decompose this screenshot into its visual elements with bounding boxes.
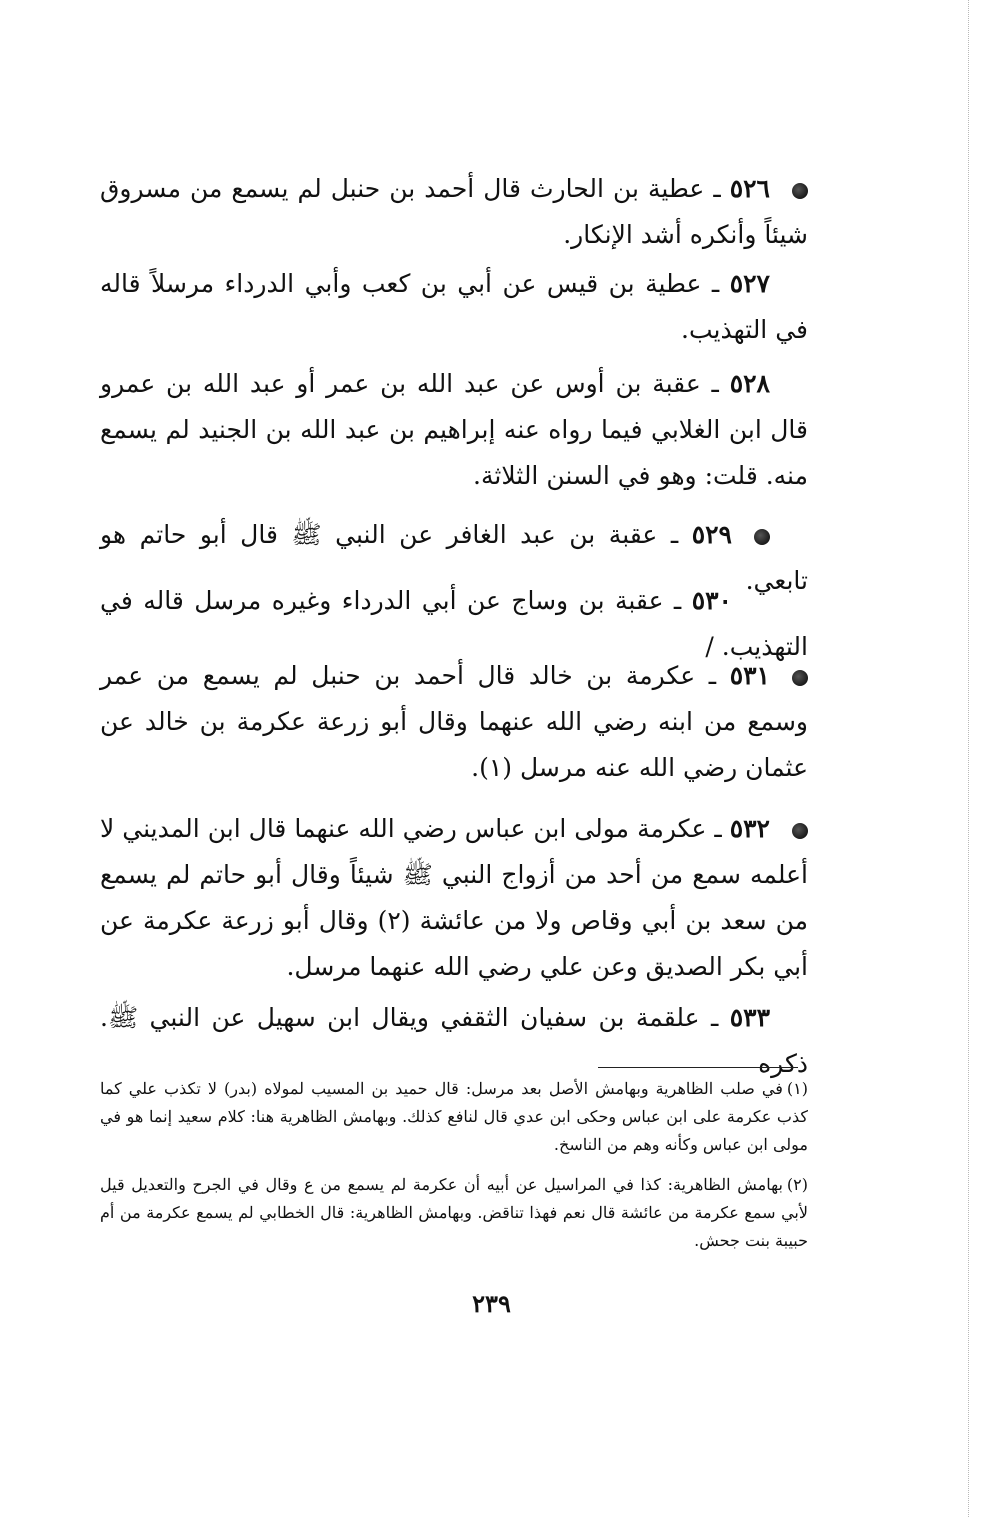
entry-text: علقمة بن سفيان الثقفي ويقال ابن سهيل عن النبي ﷺ. ذكره xyxy=(100,1003,808,1078)
entry-text: عطية بن قيس عن أبي بن كعب وأبي الدرداء مرسلاً قاله في التهذيب. xyxy=(100,269,808,344)
entry-number: ٥٣٣ xyxy=(729,1003,771,1032)
entry-527: ٥٢٧ ـ عطية بن قيس عن أبي بن كعب وأبي الدرداء مرسلاً قاله في التهذيب. xyxy=(100,269,808,344)
footnote-marker: (١) xyxy=(786,1079,808,1098)
entry-529: ٥٢٩ ـ عقبة بن عبد الغافر عن النبي ﷺ قال أبو حاتم هو تابعي. xyxy=(100,520,808,595)
entry-533: ٥٣٣ ـ علقمة بن سفيان الثقفي ويقال ابن سهيل عن النبي ﷺ. ذكره xyxy=(100,1003,808,1078)
entry-text: عكرمة بن خالد قال أحمد بن حنبل لم يسمع من عمر وسمع من ابنه رضي الله عنهما وقال أبو زرعة عكرمة بن خالد عن عثمان رضي الله عنه مرسل (١). xyxy=(100,661,808,782)
entry-text: عطية بن الحارث قال أحمد بن حنبل لم يسمع من مسروق شيئاً وأنكره أشد الإنكار. xyxy=(100,174,808,249)
entry-text: عقبة بن عبد الغافر عن النبي ﷺ قال أبو حاتم هو تابعي. xyxy=(100,520,808,595)
entry-number: ٥٢٨ xyxy=(729,369,770,398)
entry-530: ٥٣٠ ـ عقبة بن وساج عن أبي الدرداء وغيره مرسل قاله في التهذيب. / xyxy=(100,586,808,661)
bullet-icon xyxy=(792,823,808,839)
entry-text: عكرمة مولى ابن عباس رضي الله عنهما قال ابن المديني لا أعلمه سمع من أحد من أزواج النبي ﷺ شيئاً وقال أبو حاتم لم يسمع من سعد بن أبي وقاص ولا من عائشة (٢) وقال أبو زرعة عكرمة عن أبي بكر الصديق وعن علي رضي الله عنهما مرسل. xyxy=(100,814,808,981)
entry-number: ٥٣٢ xyxy=(729,814,770,843)
entry-text: عقبة بن وساج عن أبي الدرداء وغيره مرسل قاله في التهذيب. / xyxy=(100,586,808,661)
footnote-1 xyxy=(100,1075,808,1159)
bullet-icon xyxy=(754,529,770,545)
entry-526: ٥٢٦ ـ عطية بن الحارث قال أحمد بن حنبل لم يسمع من مسروق شيئاً وأنكره أشد الإنكار. xyxy=(100,174,808,249)
footnote-separator xyxy=(598,1067,798,1068)
entry-number: ٥٢٩ xyxy=(691,520,732,549)
entry-532: ٥٣٢ ـ عكرمة مولى ابن عباس رضي الله عنهما قال ابن المديني لا أعلمه سمع من أحد من أزواج النبي ﷺ شيئاً وقال أبو حاتم لم يسمع من سعد بن أبي وقاص ولا من عائشة (٢) وقال أبو زرعة عكرمة عن أبي بكر الصديق وعن علي رضي الله عنهما مرسل. xyxy=(100,814,808,981)
entry-text: عقبة بن أوس عن عبد الله بن عمر أو عبد الله بن عمرو قال ابن الغلابي فيما رواه عنه إبراهيم بن عبد الله بن الجنيد لم يسمع منه. قلت: وهو في السنن الثلاثة. xyxy=(100,369,808,490)
entry-number: ٥٣١ xyxy=(729,661,770,690)
entry-number: ٥٢٦ xyxy=(729,174,770,203)
entry-528: ٥٢٨ ـ عقبة بن أوس عن عبد الله بن عمر أو عبد الله بن عمرو قال ابن الغلابي فيما رواه عنه إبراهيم بن عبد الله بن الجنيد لم يسمع منه. قلت: وهو في السنن الثلاثة. xyxy=(100,369,808,490)
page-number: ٢٣٩ xyxy=(472,1289,511,1318)
footnote-marker: (٢) xyxy=(786,1175,808,1194)
entry-number: ٥٢٧ xyxy=(729,269,770,298)
footnote-2 xyxy=(100,1171,808,1255)
footnote-text: بهامش الظاهرية: كذا في المراسيل عن أبيه أن عكرمة لم يسمع من ع وقال في الجرح والتعديل قيل لأبي سمع عكرمة من عائشة قال نعم فهذا تناقض. وبهامش الظاهرية: قال الخطابي لم يسمع عكرمة من أم حبيبة بنت جحش. xyxy=(100,1175,808,1250)
bullet-icon xyxy=(792,670,808,686)
footnote-text: في صلب الظاهرية وبهامش الأصل بعد مرسل: قال حميد بن المسيب لمولاه (بدر) لا تكذب علي كما كذب عكرمة على ابن عباس وحكى ابن عدي قال لنافع كذلك. وبهامش الظاهرية هنا: كلام سعيد إنما هو في مولى ابن عباس وكأنه وهم من الناسخ. xyxy=(100,1079,809,1154)
entry-531: ٥٣١ ـ عكرمة بن خالد قال أحمد بن حنبل لم يسمع من عمر وسمع من ابنه رضي الله عنهما وقال أبو زرعة عكرمة بن خالد عن عثمان رضي الله عنه مرسل (١). xyxy=(100,661,808,782)
bullet-icon xyxy=(792,183,808,199)
entry-number: ٥٣٠ xyxy=(691,586,732,615)
